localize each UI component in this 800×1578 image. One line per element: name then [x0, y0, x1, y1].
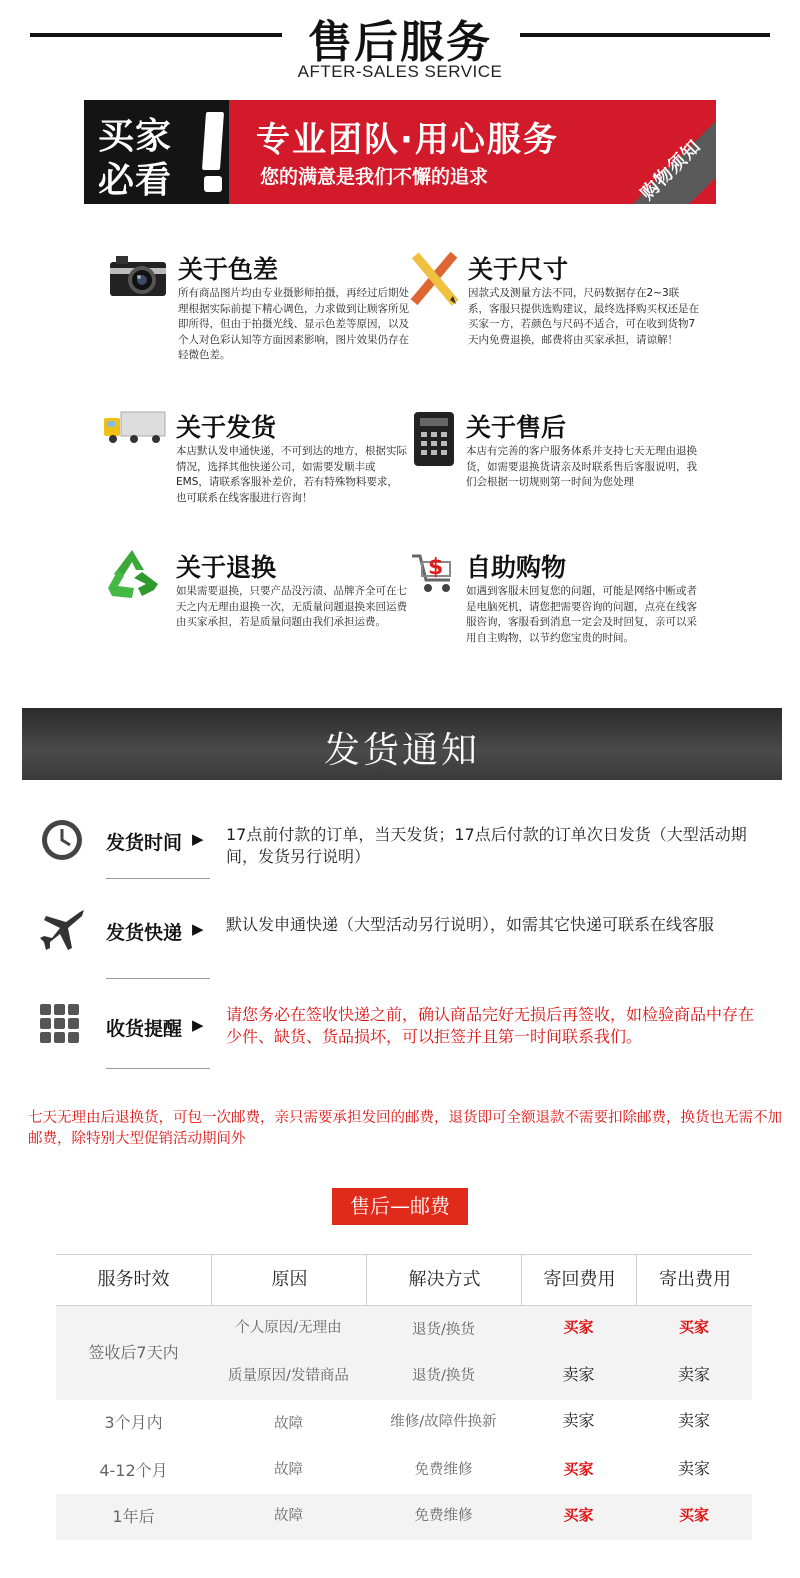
table-header-cell: 服务时效	[97, 1269, 170, 1290]
table-cell: 故障	[274, 1416, 303, 1432]
notice-title: 关于售后	[466, 413, 567, 442]
table-cell: 质量原因/发错商品	[228, 1368, 349, 1384]
table-cell: 个人原因/无理由	[235, 1320, 342, 1336]
table-cell: 卖家	[677, 1411, 710, 1430]
must-read-line-2: 必看	[98, 160, 173, 201]
table-cell: 卖家	[677, 1459, 710, 1478]
shipping-row-label: 收货提醒	[106, 1018, 183, 1040]
shipping-row-text: 17点前付款的订单，当天发货；17点后付款的订单次日发货（大型活动期间，发货另行说明）	[226, 825, 747, 866]
table-cell: 退货/换货	[412, 1322, 475, 1338]
table-cell: 买家	[563, 1506, 594, 1524]
notice-body: 如遇到客服未回复您的问题，可能是网络中断或者是电脑死机，请您把需要咨询的问题，点亮在线客服咨询，客服看到消息一定会及时回复，亲可以采用自主购物，以节约您宝贵的时间。	[466, 585, 697, 644]
divider	[106, 978, 210, 979]
triangle-right-icon: ▶	[192, 920, 204, 938]
table-header-cell: 寄回费用	[521, 1255, 637, 1305]
header-line-left	[30, 33, 282, 37]
camera-icon	[108, 250, 170, 300]
shipping-row-text: 默认发申通快递（大型活动另行说明），如需其它快递可联系在线客服	[226, 915, 715, 934]
section-header	[0, 0, 800, 95]
table-cell: 买家	[563, 1318, 594, 1336]
table-cell: 买家	[678, 1506, 709, 1524]
table-header-cell: 解决方式	[366, 1255, 522, 1305]
must-read-banner	[84, 100, 716, 204]
ruler-pencil-icon	[410, 250, 472, 300]
table-header-cell: 寄出费用	[636, 1255, 753, 1305]
table-cell: 4-12个月	[99, 1461, 168, 1480]
table-header-cell: 原因	[211, 1255, 367, 1305]
page-subtitle: AFTER-SALES SERVICE	[297, 62, 503, 81]
notice-title: 关于退换	[176, 553, 277, 582]
notice-body: 本店有完善的客户服务体系并支持七天无理由退换货，如需要退换货请亲及时联系售后客服说明，我们会根据一切规则第一时间为您处理	[466, 445, 697, 488]
triangle-right-icon: ▶	[192, 1016, 204, 1034]
table-cell: 故障	[274, 1462, 303, 1478]
cart-dollar-icon	[408, 548, 470, 598]
return-policy-text: 七天无理由后退换货，可包一次邮费，亲只需要承担发回的邮费，退货即可全额退款不需要扣除邮费，换货也无需不加邮费，除特别大型促销活动期间外	[28, 1110, 782, 1147]
shipping-notice-title: 发货通知	[323, 730, 480, 771]
table-cell: 退货/换货	[412, 1368, 475, 1384]
plane-icon	[40, 908, 84, 952]
table-cell: 买家	[563, 1460, 594, 1478]
truck-icon	[104, 408, 166, 458]
shipping-row-label: 发货时间	[106, 832, 183, 854]
must-read-line-1: 买家	[98, 116, 173, 157]
divider	[106, 878, 210, 879]
divider	[106, 1068, 210, 1069]
after-sales-postage-label: 售后—邮费	[332, 1188, 468, 1225]
table-cell: 3个月内	[104, 1413, 163, 1432]
table-cell: 维修/故障件换新	[390, 1414, 497, 1430]
table-cell: 签收后7天内	[88, 1343, 179, 1362]
phone-icon	[412, 408, 474, 458]
triangle-right-icon: ▶	[192, 830, 204, 848]
recycle-icon	[104, 548, 166, 598]
table-cell: 免费维修	[414, 1462, 473, 1478]
shipping-row-text: 请您务必在签收快递之前，确认商品完好无损后再签收，如检验商品中存在少件、缺货、货品损坏，可以拒签并且第一时间联系我们。	[226, 1005, 755, 1046]
grid-icon	[40, 1004, 84, 1048]
notice-title: 关于尺寸	[468, 255, 569, 284]
table-cell: 1年后	[112, 1507, 155, 1526]
shipping-notice-bar	[22, 708, 782, 780]
table-header	[56, 1254, 752, 1306]
header-line-right	[520, 33, 770, 37]
exclamation-icon	[200, 112, 226, 192]
table-cell: 故障	[274, 1508, 303, 1524]
page-title: 售后服务	[308, 17, 492, 68]
notice-body: 因款式及测量方法不同，尺码数据存在2~3联系，客服只提供选购建议，最终选择购买权还是在买家一方，若颜色与尺码不适合，可在收到货物7天内免费退换，邮费将由买家承担，请谅解！	[468, 287, 699, 346]
clock-icon	[40, 818, 84, 862]
svg-text:$: $	[428, 555, 444, 580]
notice-title: 关于色差	[178, 255, 279, 284]
notice-title: 自助购物	[466, 553, 567, 582]
notice-title: 关于发货	[176, 413, 277, 442]
notice-body: 如果需要退换，只要产品没污渍、品牌齐全可在七天之内无理由退换一次，无质量问题退换来回运费由买家承担，若是质量问题由我们承担运费。	[176, 585, 407, 628]
table-cell: 买家	[678, 1318, 709, 1336]
table-cell: 卖家	[562, 1411, 595, 1430]
notice-body: 本店默认发申通快递，不可到达的地方，根据实际情况，选择其他快递公司，如需要发顺丰或EMS，请联系客服补差价，若有特殊物料要求，也可联系在线客服进行咨询！	[176, 445, 407, 504]
notice-body: 所有商品图片均由专业摄影师拍摄，再经过后期处理根据实际前提下精心调色，力求做到让顾客所见即所得，但由于拍摄光线、显示色差等原因，以及个人对色彩认知等方面因素影响，图片效果仍存在轻微色差。	[178, 287, 409, 361]
shipping-row-label: 发货快递	[106, 922, 183, 944]
banner-headline: 专业团队·用心服务	[256, 120, 559, 160]
table-cell: 免费维修	[414, 1508, 473, 1524]
table-cell: 卖家	[562, 1365, 595, 1384]
banner-tagline: 您的满意是我们不懈的追求	[260, 166, 489, 188]
corner-ribbon-text: 购物须知	[636, 135, 706, 204]
table-cell: 卖家	[677, 1365, 710, 1384]
